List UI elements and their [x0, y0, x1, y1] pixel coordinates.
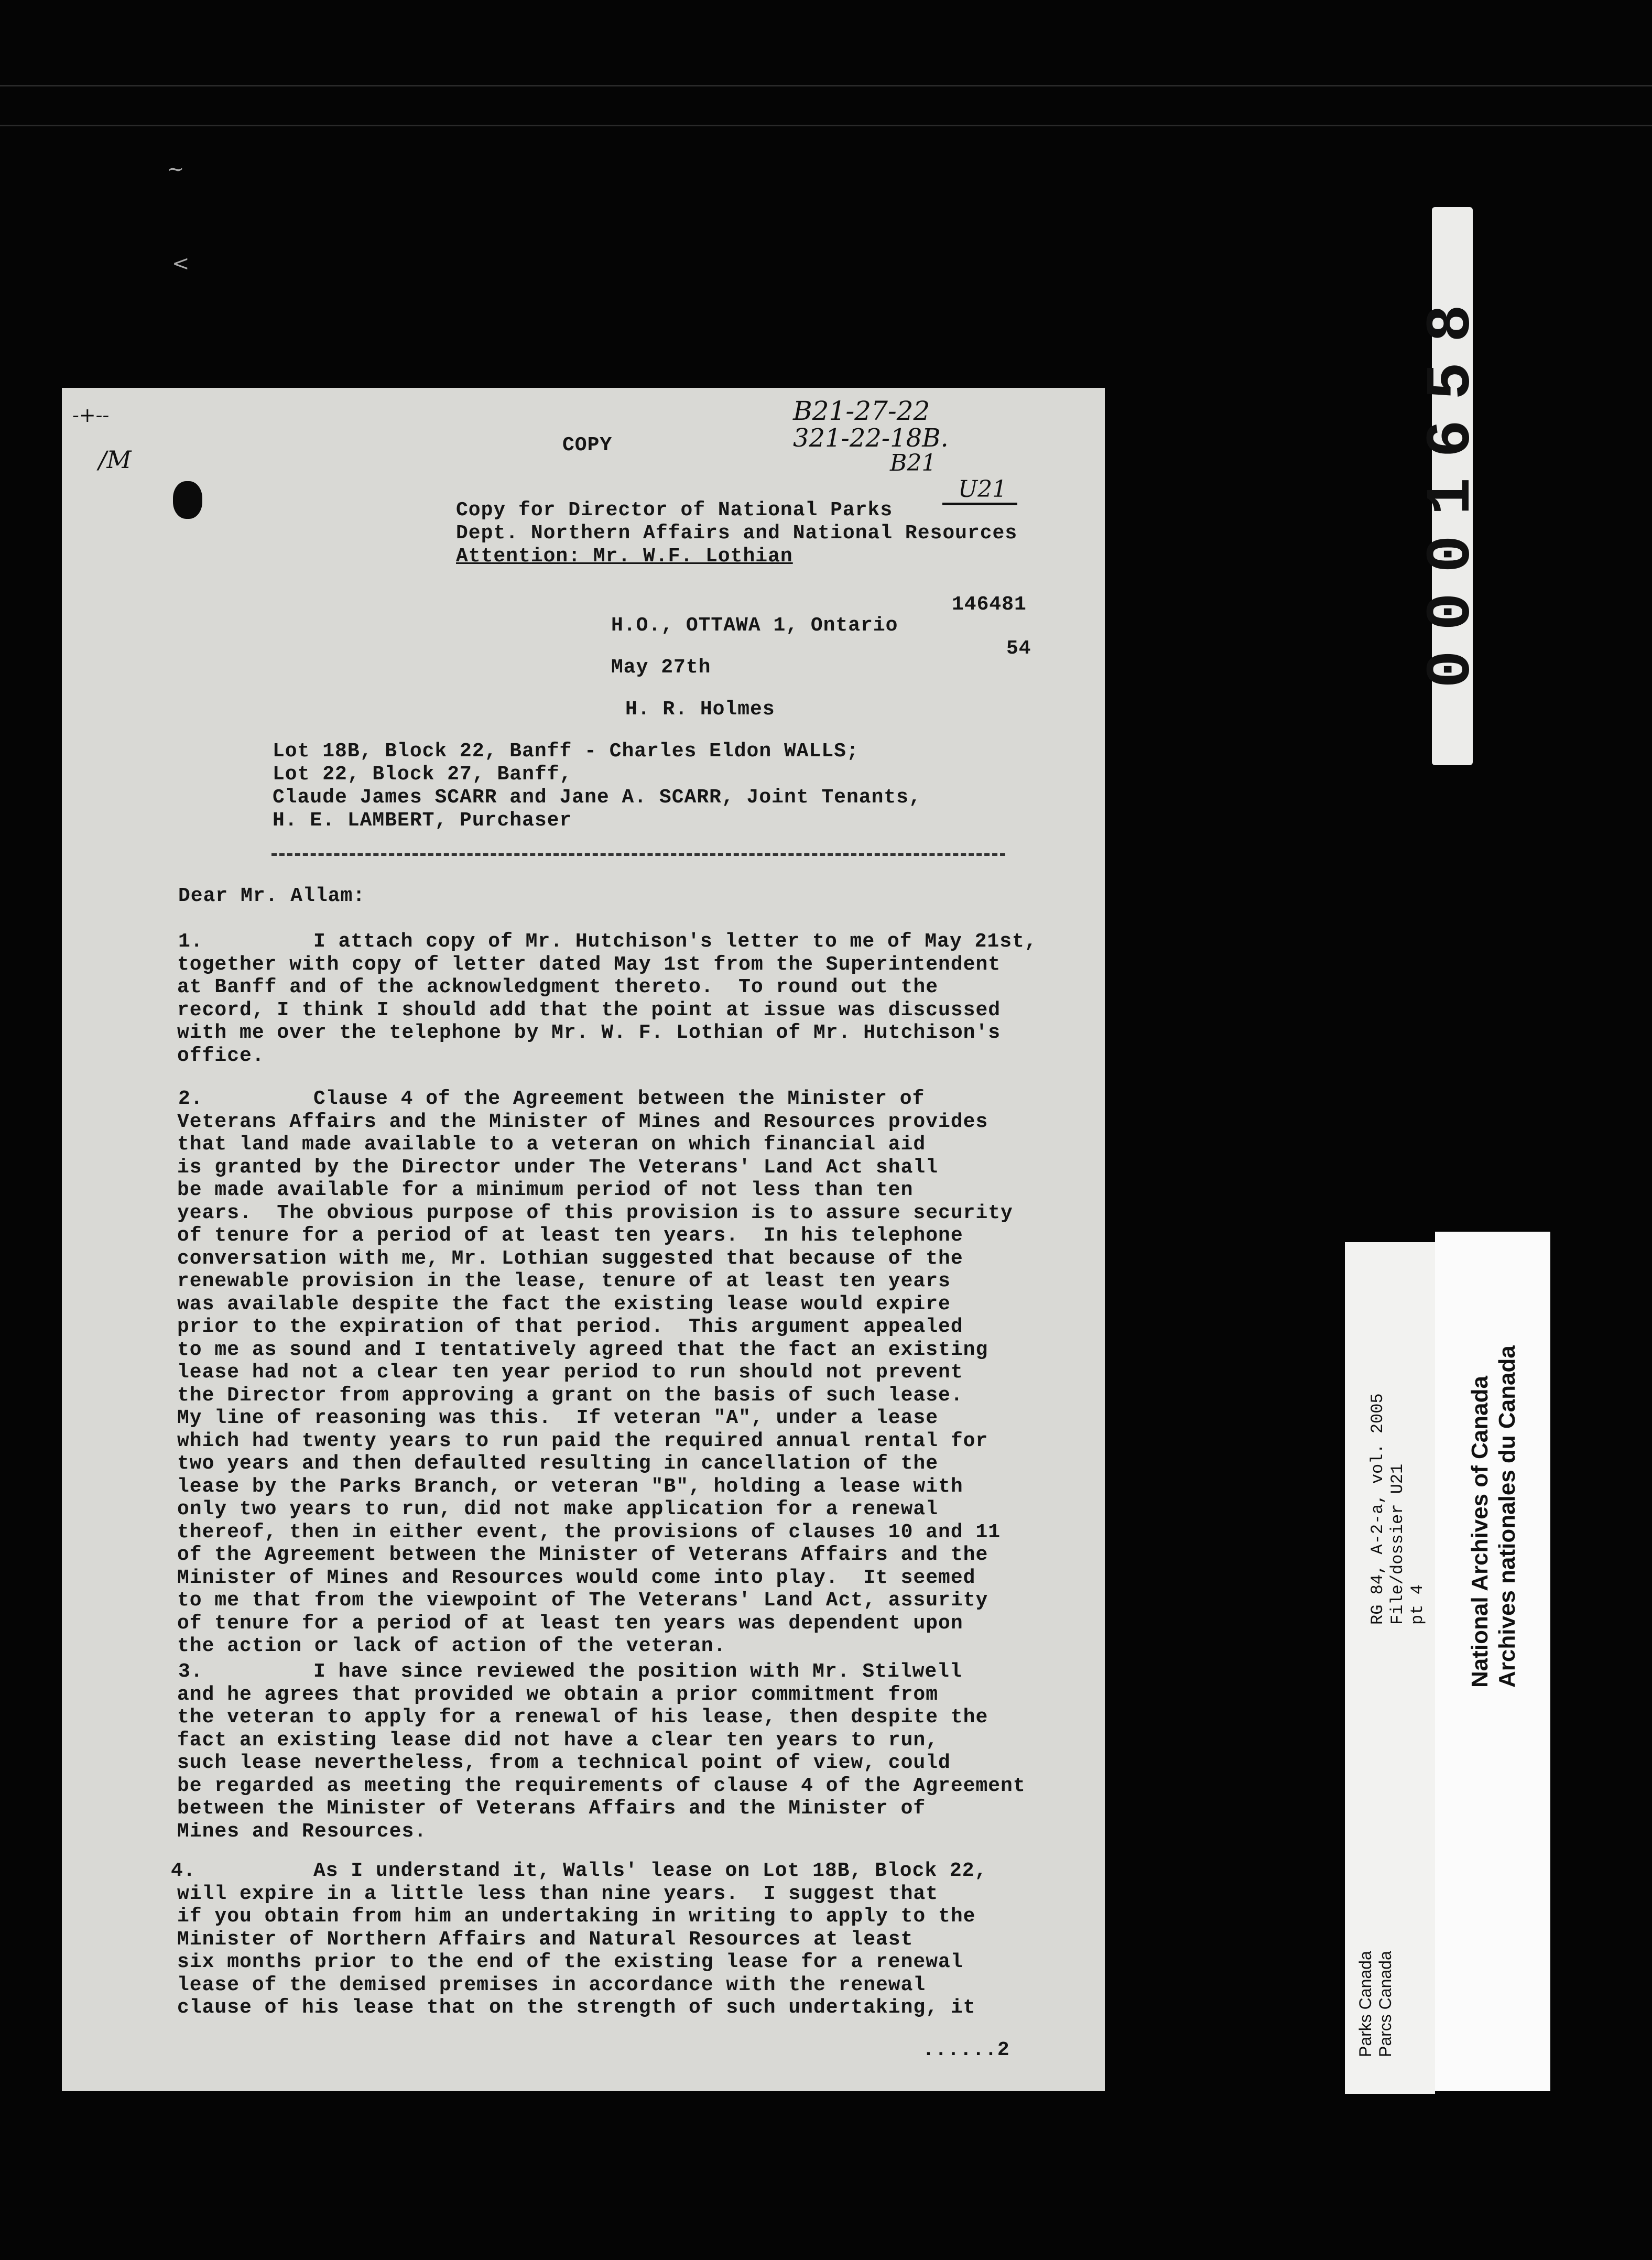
paragraph-number: 3. — [178, 1660, 203, 1683]
stamp-number: 0001658 — [1417, 284, 1488, 688]
continuation-marker: ......2 — [922, 2039, 1010, 2061]
paragraph-line: will expire in a little less than nine years. I suggest that — [177, 1882, 939, 1905]
paragraph-line: such lease nevertheless, from a technical point of view, could — [177, 1752, 951, 1774]
margin-scribble: -+-- — [72, 404, 110, 427]
attention-line: Attention: Mr. W.F. Lothian — [456, 545, 793, 568]
agency-name — [1355, 1951, 1395, 2057]
subject-line: Claude James SCARR and Jane A. SCARR, Joint Tenants, — [273, 786, 921, 809]
year: 54 — [1006, 637, 1031, 660]
ink-blot — [173, 481, 202, 519]
archives-canada-label — [1435, 1232, 1550, 2091]
paragraph-line: Minister of Mines and Resources would come into play. It seemed — [177, 1566, 976, 1589]
recipient-line: Dept. Northern Affairs and National Resources — [456, 522, 1018, 545]
subject-line: Lot 22, Block 27, Banff, — [273, 763, 572, 786]
paragraph-line: six months prior to the end of the existing lease for a renewal — [177, 1951, 963, 1973]
handwritten-file-ref: B21 — [890, 450, 937, 476]
paragraph-line: I attach copy of Mr. Hutchison's letter to me of May 21st, — [313, 930, 1037, 953]
paragraph-line: to me that from the viewpoint of The Veterans' Land Act, assurity — [177, 1589, 988, 1612]
paragraph-line: of tenure for a period of at least ten years. In his telephone — [177, 1224, 963, 1247]
paragraph-line: My line of reasoning was this. If veteran "A", under a lease — [177, 1407, 939, 1429]
paragraph-line: be regarded as meeting the requirements of clause 4 of the Agreement — [177, 1774, 1026, 1797]
handwritten-file-ref-underlined: U21 — [942, 476, 1017, 505]
office-address: H.O., OTTAWA 1, Ontario — [611, 614, 898, 637]
handwritten-margin-mark: /M — [99, 446, 132, 474]
paragraph-line: with me over the telephone by Mr. W. F. Lothian of Mr. Hutchison's — [177, 1022, 1001, 1044]
paragraph-body — [177, 1660, 1100, 1843]
paragraph-line: is granted by the Director under The Veterans' Land Act shall — [177, 1156, 939, 1179]
archive-institution — [1466, 1345, 1521, 1688]
paragraph-line: Veterans Affairs and the Minister of Mines and Resources provides — [177, 1110, 988, 1133]
paragraph-line: I have since reviewed the position with Mr. Stilwell — [313, 1660, 962, 1683]
scan-edge-line — [0, 85, 1652, 86]
paragraph-line: that land made available to a veteran on which financial aid — [177, 1133, 926, 1156]
paragraph-line: renewable provision in the lease, tenure of at least ten years — [177, 1270, 951, 1292]
paragraph-line: to me as sound and I tentatively agreed that the fact an existing — [177, 1338, 988, 1361]
document-page — [62, 388, 1105, 2091]
paragraph-line: record, I think I should add that the point at issue was discussed — [177, 998, 1001, 1022]
institution-name-en: National Archives of Canada — [1467, 1376, 1493, 1688]
paragraph-line: if you obtain from him an undertaking in writing to apply to the — [177, 1905, 976, 1928]
paragraph-number: 1. — [178, 930, 203, 953]
reference-line: RG 84, A-2-a, vol. 2005 — [1368, 1393, 1387, 1625]
paragraph-line: only two years to run, did not make application for a renewal — [177, 1498, 939, 1520]
paragraph-body — [177, 1860, 1100, 2019]
paragraph-line: years. The obvious purpose of this provision is to assure security — [177, 1201, 1013, 1224]
paragraph-line: Clause 4 of the Agreement between the Minister of — [313, 1088, 925, 1110]
scan-edge-line — [0, 125, 1652, 126]
paragraph-body — [177, 1088, 1100, 1658]
paragraph-line: Mines and Resources. — [177, 1820, 427, 1843]
paragraph-line: at Banff and of the acknowledgment thereto. To round out the — [177, 976, 939, 998]
paragraph-line: and he agrees that provided we obtain a prior commitment from — [177, 1683, 939, 1706]
file-number: 146481 — [952, 593, 1027, 616]
paragraph-line: was available despite the fact the existing lease would expire — [177, 1292, 951, 1316]
paragraph-line: two years and then defaulted resulting in cancellation of the — [177, 1452, 939, 1475]
paragraph-line: which had twenty years to run paid the required annual rental for — [177, 1429, 988, 1452]
paragraph-number: 2. — [178, 1088, 203, 1110]
paragraph-line: the action or lack of action of the veteran. — [177, 1635, 726, 1657]
paragraph-line: thereof, then in either event, the provisions of clauses 10 and 11 — [177, 1520, 1001, 1544]
paragraph-line: be made available for a minimum period of not less than ten — [177, 1179, 914, 1201]
recipient-line: Copy for Director of National Parks — [456, 499, 893, 521]
paragraph-line: lease by the Parks Branch, or veteran "B", holding a lease with — [177, 1475, 963, 1498]
paragraph-line: conversation with me, Mr. Lothian suggested that because of the — [177, 1247, 963, 1270]
reference-line: pt 4 — [1408, 1584, 1427, 1625]
frame-number-stamp — [1417, 207, 1488, 765]
handwritten-file-ref: 321-22-18B. — [793, 423, 949, 453]
paragraph-line: of tenure for a period of at least ten years was dependent upon — [177, 1612, 963, 1635]
paragraph-line: between the Minister of Veterans Affairs and the Minister of — [177, 1797, 926, 1820]
archive-reference — [1368, 1393, 1428, 1625]
handwritten-file-ref: B21-27-22 — [793, 396, 930, 426]
letter-date: May 27th — [611, 656, 711, 679]
salutation: Dear Mr. Allam: — [178, 885, 366, 907]
paragraph-line: of the Agreement between the Minister of Veterans Affairs and the — [177, 1544, 988, 1566]
paragraph-line: prior to the expiration of that period. This argument appealed — [177, 1316, 963, 1338]
paragraph-line: together with copy of letter dated May 1st from the Superintendent — [177, 953, 1001, 976]
paragraph-number: 4. — [171, 1860, 196, 1882]
subject-line: H. E. LAMBERT, Purchaser — [273, 809, 572, 832]
institution-name-fr: Archives nationales du Canada — [1494, 1345, 1520, 1688]
paragraph-body — [177, 930, 1100, 1067]
paragraph-line: fact an existing lease did not have a clear ten years to run, — [177, 1729, 939, 1752]
paragraph-line: Minister of Northern Affairs and Natural Resources at least — [177, 1928, 914, 1951]
sender-name: H. R. Holmes — [625, 698, 775, 721]
paragraph-line: clause of his lease that on the strength of such undertaking, it — [177, 1996, 976, 2019]
subject-separator — [271, 853, 1005, 856]
margin-mark: < — [172, 252, 190, 276]
paragraph-line: As I understand it, Walls' lease on Lot 18B, Block 22, — [313, 1860, 987, 1882]
agency-name-en: Parks Canada — [1356, 1951, 1375, 2057]
margin-mark: ~ — [167, 157, 184, 181]
paragraph-line: the veteran to apply for a renewal of his lease, then despite the — [177, 1706, 988, 1729]
paragraph-line: office. — [177, 1044, 265, 1067]
agency-name-fr: Parcs Canada — [1376, 1951, 1395, 2057]
paragraph-line: lease had not a clear ten year period to run should not prevent — [177, 1361, 963, 1384]
reference-line: File/dossier U21 — [1388, 1463, 1407, 1625]
paragraph-line: the Director from approving a grant on the basis of such lease. — [177, 1384, 963, 1407]
subject-line: Lot 18B, Block 22, Banff - Charles Eldon WALLS; — [273, 740, 859, 763]
paragraph-line: lease of the demised premises in accordance with the renewal — [177, 1973, 926, 1996]
archive-reference-label — [1345, 1242, 1435, 2094]
copy-label: COPY — [562, 434, 613, 457]
